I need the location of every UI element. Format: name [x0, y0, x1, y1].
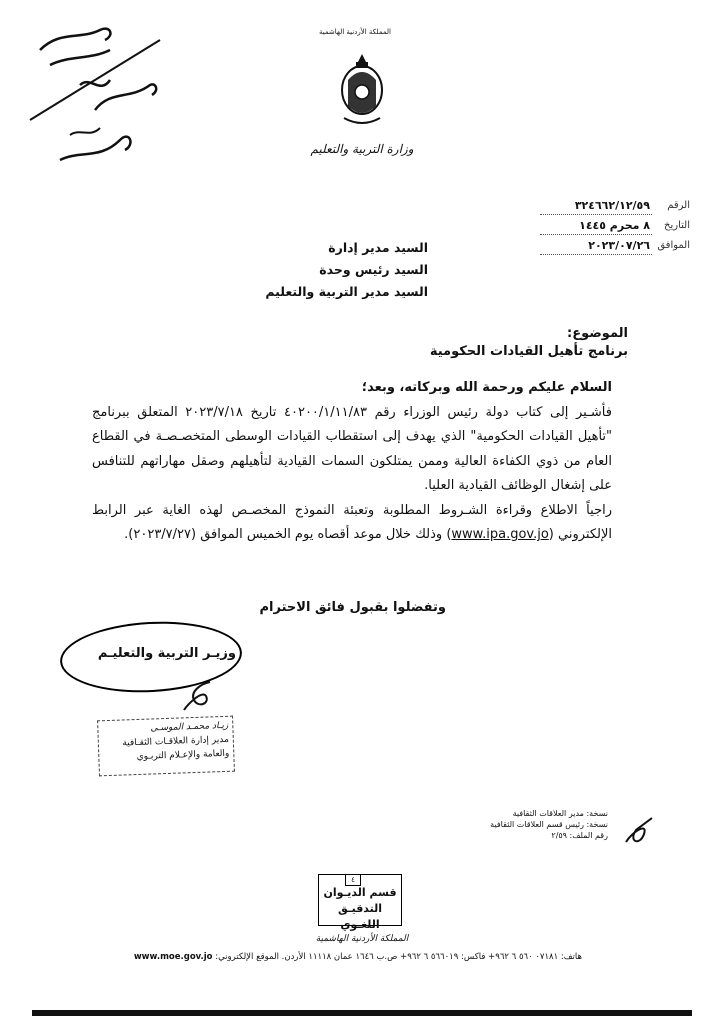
hijri-value: ٨ محرم ١٤٤٥: [579, 219, 650, 232]
ref-line: [540, 214, 652, 215]
dept-line-2: التدقيـق اللغـوي: [337, 902, 383, 931]
jordan-crest-icon: [338, 50, 386, 130]
addressee-3: السيد مدير التربية والتعليم: [265, 284, 428, 299]
footer-contact: [132, 952, 582, 962]
official-stamp: [97, 716, 235, 777]
handwritten-annotation: [20, 10, 170, 170]
subject-label: الموضوع:: [567, 326, 628, 341]
dept-number: ٤: [345, 874, 361, 886]
ref-value: ٣٢٤٦٦٢/١٢/٥٩: [574, 199, 650, 212]
copy-1: نسخة: مدير العلاقات الثقافية: [512, 809, 608, 818]
crest-caption: المملكة الأردنية الهاشمية: [318, 28, 392, 36]
greeting: السلام عليكم ورحمة الله وبركاته، وبعد؛: [361, 380, 612, 395]
stamp-title-2: والعامة والإعـلام التربـوي: [136, 748, 230, 763]
hijri-label: التاريخ: [664, 220, 690, 231]
paragraph-2: [92, 499, 612, 548]
reference-number: [540, 200, 690, 216]
footer-bar: [32, 1010, 692, 1016]
letter-body: [92, 376, 612, 548]
greg-line: [540, 254, 652, 255]
signatory-title: وزيـر التربية والتعليـم: [97, 646, 236, 661]
hijri-date: [540, 220, 690, 236]
stamp-name: زيـاد محمـد الموسـى: [150, 720, 229, 734]
hijri-line: [540, 234, 652, 235]
greg-value: ٢٠٢٣/٠٧/٢٦: [588, 239, 650, 252]
paragraph-2-end: ) وذلك خلال موعد أقصاه يوم الخميس الموافق (٢٠٢٣/٧/٢٧).: [124, 527, 452, 542]
closing-line: وتفضلوا بقبول فائق الاحترام: [259, 600, 446, 615]
stamp-title-1: مدير إدارة العلاقـات الثقـافية: [122, 734, 229, 749]
footer-kingdom: المملكة الأردنية الهاشمية: [315, 934, 409, 944]
addressee-2: السيد رئيس وحدة: [319, 262, 428, 277]
website-link[interactable]: www.ipa.gov.jo: [451, 527, 549, 542]
copies-list: [478, 808, 608, 841]
file-number: رقم الملف: ٢/٥٩: [551, 831, 608, 840]
addressee-1: السيد مدير إدارة: [328, 240, 428, 255]
department-stamp: [318, 874, 402, 931]
ref-label: الرقم: [667, 200, 690, 211]
greg-label: الموافق: [657, 240, 690, 251]
footer-website[interactable]: www.moe.gov.jo: [133, 952, 213, 962]
dept-line-1: قسم الديـوان: [323, 886, 397, 899]
signature-mark: [180, 678, 220, 714]
initial-mark-icon: [618, 812, 658, 852]
contact-info: هاتف: ٠٧١٨١ ٥٦٠ ٦ ٩٦٢+ فاكس: ٥٦٦٠١٩ ٦ ٩٦٢+ ص.ب ١٦٤٦ عمان ١١١١٨ الأردن. الموقع الإلكتروني:: [215, 952, 582, 962]
paragraph-1: فأشـير إلى كتاب دولة رئيس الوزراء رقم ٤٠٢٠٠/١/١١/٨٣ تاريخ ٢٠٢٣/٧/١٨ المتعلق ببرنامج "تأهيل القيادات الحكومية" الذي يهدف إلى استقطاب القيادات الوسطى المتخصـصـة في القطاع العام من ذوي الكفاءة العالية وممن يمتلكون السمات القيادية لتأهيلهم وصقل مهاراتهم للتنافس على إشغال الوظائف القيادية العليا.: [92, 404, 612, 493]
copy-2: نسخة: رئيس قسم العلاقات الثقافية: [490, 820, 608, 829]
gregorian-date: [540, 240, 690, 256]
ministry-name: وزارة التربية والتعليم: [310, 142, 414, 156]
subject-text: برنامج تأهيل القيادات الحكومية: [429, 344, 628, 359]
paragraph-2-start: راجياً الاطلاع وقراءة الشـروط المطلوبة وتعبئة النموذج المخصـص لهذه الغاية عبر الرابط الإلكتروني (: [92, 502, 612, 542]
